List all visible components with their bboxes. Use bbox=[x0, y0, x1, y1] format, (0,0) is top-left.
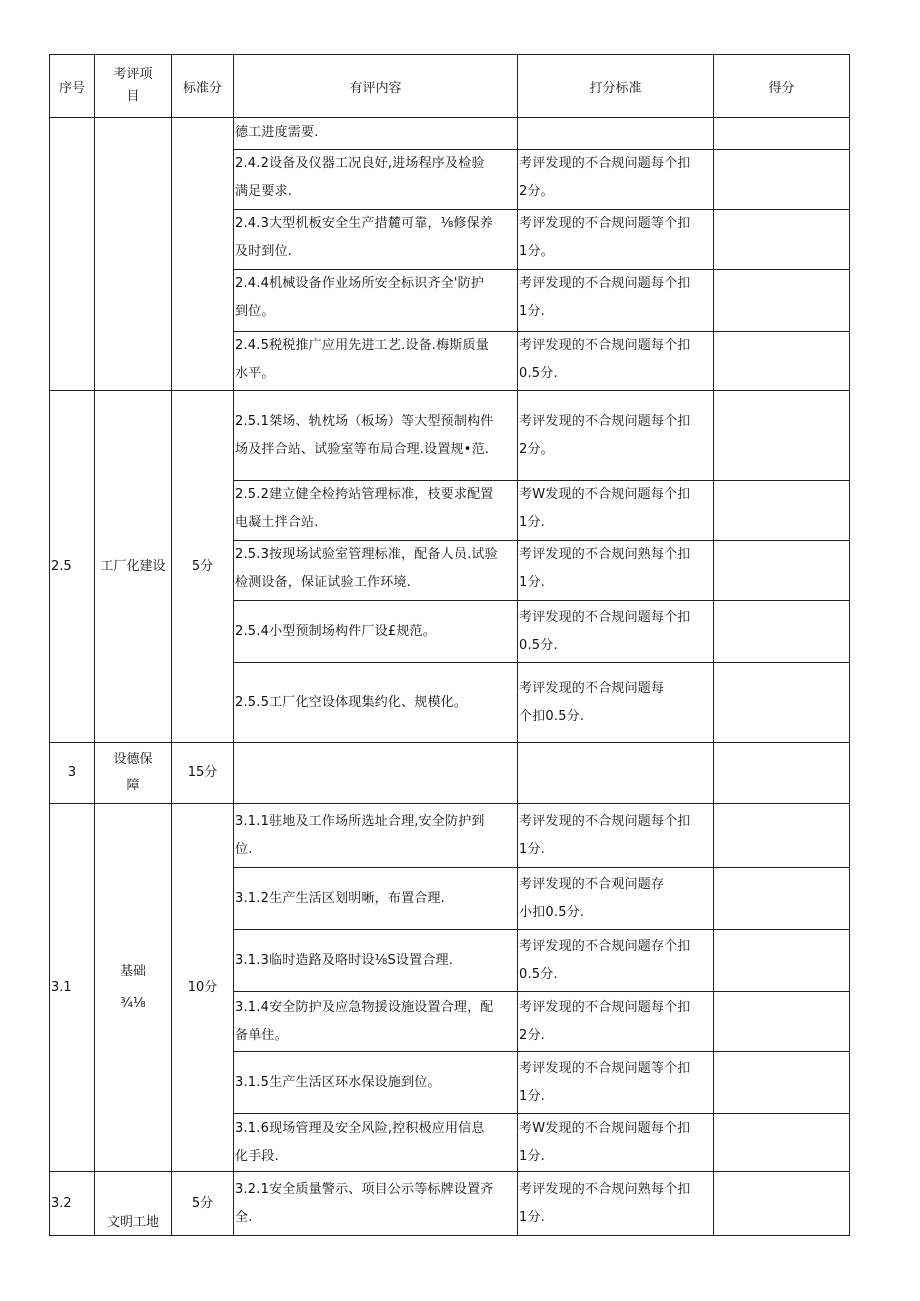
criteria-cell: 考评发现的不合规问题存个扣 0.5分. bbox=[518, 930, 714, 992]
content-cell: 2.4.5税税推广应用先进工艺.设备.梅斯质量 水平。 bbox=[234, 332, 518, 391]
content-cell: 2.5.1桀场、轨枕场（板场）等大型预制构件 场及拌合站、试验室等布局合理.设置规•范. bbox=[234, 391, 518, 481]
content-cell: 德工进度需要. bbox=[234, 118, 518, 150]
header-item: 考评项 目 bbox=[95, 55, 172, 118]
seq-cell: 3 bbox=[50, 743, 95, 804]
score-cell[interactable] bbox=[714, 804, 850, 868]
content-cell: 3.2.1安全质量警示、项目公示等标牌设置齐 全. bbox=[234, 1172, 518, 1236]
criteria-cell: 考评发现的不合规问题每个扣 0.5分. bbox=[518, 332, 714, 391]
score-cell[interactable] bbox=[714, 992, 850, 1052]
header-std-score: 标准分 bbox=[172, 55, 234, 118]
item-cell: 工厂化建设 bbox=[95, 391, 172, 743]
seq-cell: 3.2 bbox=[50, 1172, 95, 1236]
criteria-cell: 考评发现的不合规问题每个扣 2分. bbox=[518, 992, 714, 1052]
content-cell: 2.5.3按现场试验室管理标准，配备人员.试验 检测设备，保证试验工作环境. bbox=[234, 541, 518, 601]
score-cell[interactable] bbox=[714, 481, 850, 541]
content-cell: 2.4.2设备及仪器工况良好,进场程序及检验 满足要求. bbox=[234, 150, 518, 210]
header-row bbox=[50, 55, 850, 118]
criteria-cell: 考评发现的不合规问题每个扣 2分。 bbox=[518, 391, 714, 481]
seq-cell bbox=[50, 118, 95, 391]
table-row bbox=[50, 743, 850, 804]
item-cell: 基础 ¾⅛ bbox=[95, 804, 172, 1172]
criteria-cell: 考评发现的不合观问题存 小扣0.5分. bbox=[518, 868, 714, 930]
seq-cell: 3.1 bbox=[50, 804, 95, 1172]
std-score-cell bbox=[172, 118, 234, 391]
header-score: 得分 bbox=[714, 55, 850, 118]
content-cell: 3.1.2生产生活区划明晰，布置合理. bbox=[234, 868, 518, 930]
content-cell: 2.5.4小型预制场构件厂设£规范。 bbox=[234, 601, 518, 663]
seq-cell: 2.5 bbox=[50, 391, 95, 743]
criteria-cell: 考评发现的不合规问题每个扣 1分. bbox=[518, 270, 714, 332]
content-cell: 3.1.5生产生活区环水保设施到位。 bbox=[234, 1052, 518, 1114]
criteria-cell: 考评发现的不合规问题每个扣 0.5分. bbox=[518, 601, 714, 663]
criteria-cell: 考评发现的不合规问题每个扣 1分. bbox=[518, 804, 714, 868]
criteria-cell: 考评发现的不合规问题等个扣 1分。 bbox=[518, 210, 714, 270]
item-cell: 设德保 障 bbox=[95, 743, 172, 804]
criteria-cell: 考评发现的不合规问题每 个扣0.5分. bbox=[518, 663, 714, 743]
item-cell bbox=[95, 118, 172, 391]
item-cell: 文明工地 bbox=[95, 1172, 172, 1236]
score-cell[interactable] bbox=[714, 930, 850, 992]
evaluation-table bbox=[49, 54, 850, 1236]
score-cell[interactable] bbox=[714, 150, 850, 210]
content-cell: 2.5.5工厂化空设体现集约化、规模化。 bbox=[234, 663, 518, 743]
score-cell[interactable] bbox=[714, 118, 850, 150]
criteria-cell: 考W发现的不合规问题每个扣 1分. bbox=[518, 1114, 714, 1172]
header-seq: 序号 bbox=[50, 55, 95, 118]
score-cell[interactable] bbox=[714, 1114, 850, 1172]
content-cell: 3.1.4安全防护及应急物援设施设置合理，配 备单住。 bbox=[234, 992, 518, 1052]
score-cell[interactable] bbox=[714, 332, 850, 391]
content-cell bbox=[234, 743, 518, 804]
table-row bbox=[50, 804, 850, 868]
std-score-cell: 5分 bbox=[172, 1172, 234, 1236]
content-cell: 2.4.3大型机板安全生产措麓可靠，⅛修保养 及时到位. bbox=[234, 210, 518, 270]
score-cell[interactable] bbox=[714, 1052, 850, 1114]
criteria-cell: 考评发现的不合规问题每个扣 2分。 bbox=[518, 150, 714, 210]
criteria-cell bbox=[518, 118, 714, 150]
table-row bbox=[50, 1172, 850, 1236]
criteria-cell: 考评发现的不合规问熟每个扣 1分. bbox=[518, 541, 714, 601]
content-cell: 2.5.2建立健全检挎站管理标准，枝要求配置 电凝土拌合站. bbox=[234, 481, 518, 541]
score-cell[interactable] bbox=[714, 743, 850, 804]
criteria-cell: 考W发现的不合规问题每个扣 1分. bbox=[518, 481, 714, 541]
std-score-cell: 5分 bbox=[172, 391, 234, 743]
score-cell[interactable] bbox=[714, 270, 850, 332]
score-cell[interactable] bbox=[714, 663, 850, 743]
table-row bbox=[50, 118, 850, 150]
score-cell[interactable] bbox=[714, 1172, 850, 1236]
criteria-cell bbox=[518, 743, 714, 804]
std-score-cell: 10分 bbox=[172, 804, 234, 1172]
content-cell: 3.1.1驻地及工作场所选址合理,安全防护到 位. bbox=[234, 804, 518, 868]
score-cell[interactable] bbox=[714, 868, 850, 930]
content-cell: 2.4.4机械设备作业场所安全标识齐全'防护 到位。 bbox=[234, 270, 518, 332]
criteria-cell: 考评发现的不合规问熟每个扣 1分. bbox=[518, 1172, 714, 1236]
table-row bbox=[50, 391, 850, 481]
header-criteria: 打分标准 bbox=[518, 55, 714, 118]
content-cell: 3.1.3临时造路及咯时设⅛S设置合理. bbox=[234, 930, 518, 992]
score-cell[interactable] bbox=[714, 541, 850, 601]
content-cell: 3.1.6现场管理及安全风险,控积极应用信息 化手段. bbox=[234, 1114, 518, 1172]
score-cell[interactable] bbox=[714, 391, 850, 481]
header-content: 有评内容 bbox=[234, 55, 518, 118]
score-cell[interactable] bbox=[714, 601, 850, 663]
score-cell[interactable] bbox=[714, 210, 850, 270]
std-score-cell: 15分 bbox=[172, 743, 234, 804]
criteria-cell: 考评发现的不合规问题等个扣 1分. bbox=[518, 1052, 714, 1114]
